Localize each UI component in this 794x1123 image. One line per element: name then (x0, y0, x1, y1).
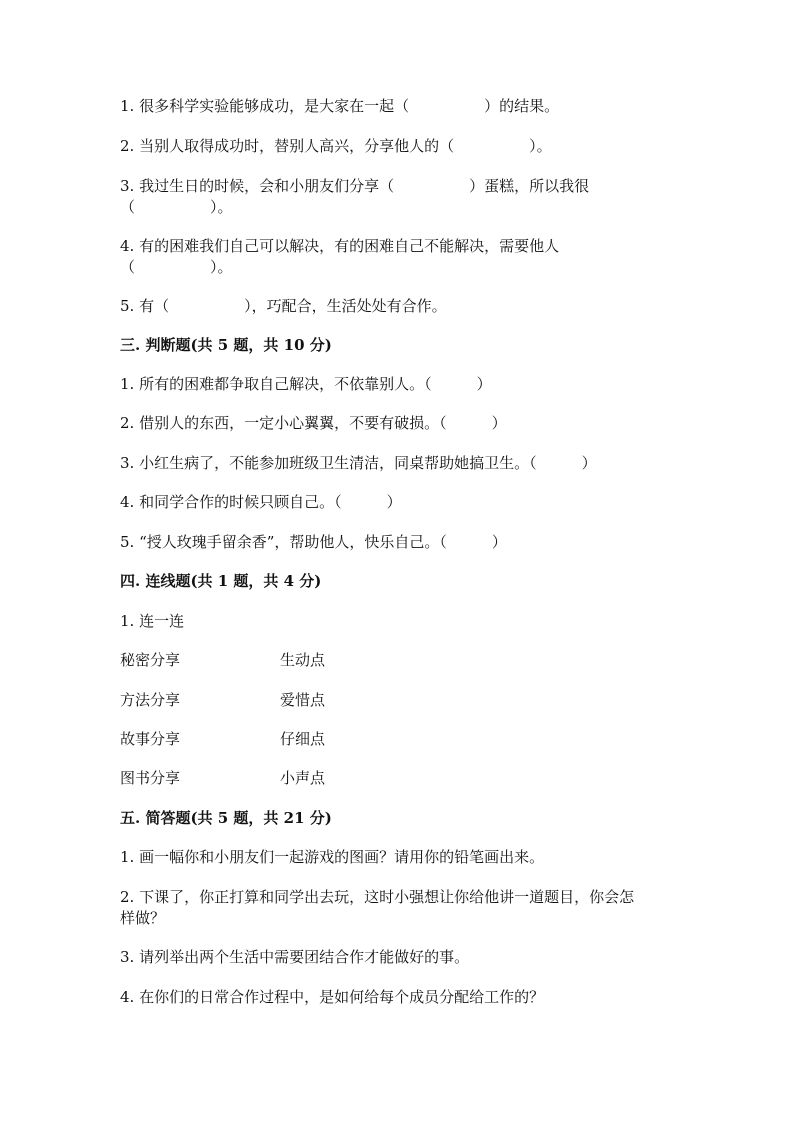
short-answer-q1: 1. 画一幅你和小朋友们一起游戏的图画？请用你的铅笔画出来。 (120, 848, 545, 866)
short-answer-q2-line1: 2. 下课了，你正打算和同学出去玩，这时小强想让你给他讲一道题目，你会怎 (120, 888, 635, 906)
judge-q3: 3. 小红生病了，不能参加班级卫生清洁，同桌帮助她搞卫生。（ ） (120, 454, 597, 472)
matching-right-item: 小声点 (280, 769, 326, 787)
fill-blank-q4-line1: 4. 有的困难我们自己可以解决，有的困难自己不能解决，需要他人 (120, 237, 560, 255)
fill-blank-q4-line2: （ ）。 (120, 258, 233, 276)
short-answer-q4: 4. 在你们的日常合作过程中，是如何给每个成员分配给工作的？ (120, 988, 545, 1006)
fill-blank-q3-line2: （ ）。 (120, 198, 233, 216)
matching-q1: 1. 连一连 (120, 612, 185, 630)
judge-heading: 三. 判断题(共 5 题，共 10 分) (120, 336, 332, 354)
fill-blank-q2: 2. 当别人取得成功时，替别人高兴，分享他人的（ ）。 (120, 137, 552, 155)
matching-right-item: 生动点 (280, 651, 326, 669)
matching-left-item: 故事分享 (120, 730, 181, 748)
matching-right-item: 仔细点 (280, 730, 326, 748)
judge-q1: 1. 所有的困难都争取自己解决，不依靠别人。（ ） (120, 375, 492, 393)
judge-q2: 2. 借别人的东西，一定小心翼翼，不要有破损。（ ） (120, 414, 507, 432)
matching-left-item: 秘密分享 (120, 651, 181, 669)
matching-heading: 四. 连线题(共 1 题，共 4 分) (120, 572, 322, 590)
matching-left-item: 图书分享 (120, 769, 181, 787)
judge-q5: 5. “授人玫瑰手留余香”，帮助他人，快乐自己。（ ） (120, 533, 507, 551)
short-answer-q2-line2: 样做？ (120, 909, 166, 927)
fill-blank-q5: 5. 有（ ），巧配合，生活处处有合作。 (120, 297, 447, 315)
fill-blank-q3-line1: 3. 我过生日的时候，会和小朋友们分享（ ）蛋糕，所以我很 (120, 177, 590, 195)
matching-right-item: 爱惜点 (280, 691, 326, 709)
matching-left-item: 方法分享 (120, 691, 181, 709)
fill-blank-q1: 1. 很多科学实验能够成功，是大家在一起（ ）的结果。 (120, 97, 560, 115)
judge-q4: 4. 和同学合作的时候只顾自己。（ ） (120, 493, 402, 511)
short-answer-q3: 3. 请列举出两个生活中需要团结合作才能做好的事。 (120, 948, 470, 966)
short-answer-heading: 五. 简答题(共 5 题，共 21 分) (120, 809, 332, 827)
